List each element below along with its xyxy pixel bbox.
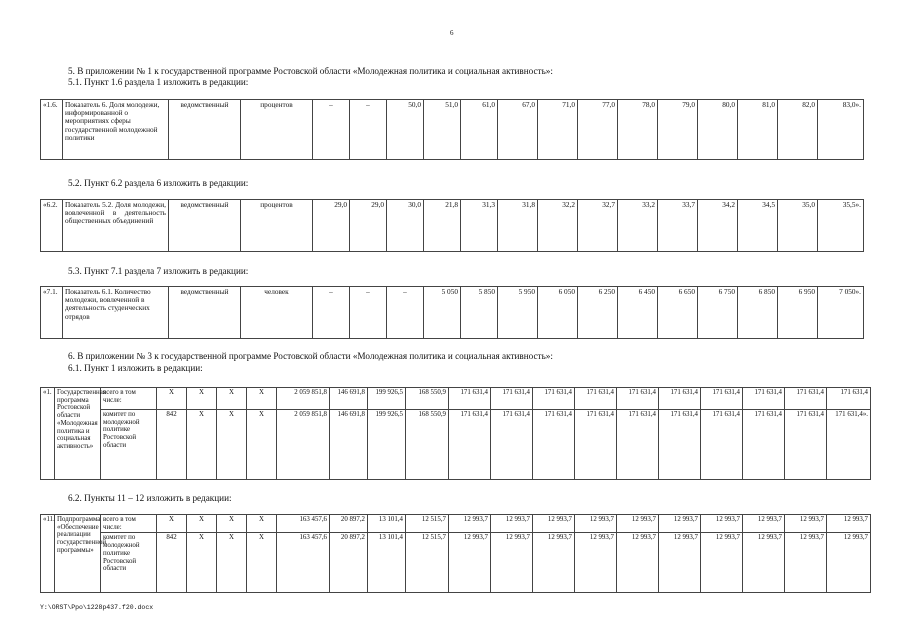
value-cell: 12 993,7 bbox=[449, 533, 491, 593]
value-cell: 12 993,7 bbox=[533, 533, 575, 593]
indicator-name: Показатель 6.1. Количество молодежи, вовлеченной в деятельность студенческих отрядов bbox=[63, 287, 169, 339]
value-cell: 171 631,4». bbox=[827, 410, 871, 480]
value-cell: 20 897,2 bbox=[330, 515, 368, 533]
value-cell: – bbox=[313, 100, 350, 160]
value-cell: 12 993,7 bbox=[827, 533, 871, 593]
program-name: Государственная программа Ростовской области «Молодежная политика и социальная активность» bbox=[55, 388, 101, 480]
code-cell: X bbox=[247, 533, 277, 593]
table-program-1 bbox=[40, 387, 871, 480]
value-cell: 6 950 bbox=[778, 287, 818, 339]
row-number: «1.6. bbox=[41, 100, 63, 160]
code-cell: X bbox=[217, 515, 247, 533]
value-cell: 12 993,7 bbox=[491, 533, 533, 593]
table-subprogram-11 bbox=[40, 514, 871, 593]
value-cell: 171 631,4 bbox=[533, 388, 575, 410]
code-cell: X bbox=[157, 388, 187, 410]
value-cell: 12 993,7 bbox=[617, 533, 659, 593]
value-cell: 12 993,7 bbox=[659, 533, 701, 593]
value-cell: 12 993,7 bbox=[743, 515, 785, 533]
value-cell: 81,0 bbox=[738, 100, 778, 160]
code-cell: X bbox=[157, 515, 187, 533]
code-cell: X bbox=[217, 533, 247, 593]
heading-6-1: 6.1. Пункт 1 изложить в редакции: bbox=[68, 363, 203, 373]
value-cell: 171 631,4 bbox=[743, 410, 785, 480]
row-number: «7.1. bbox=[41, 287, 63, 339]
unit: процентов bbox=[241, 100, 313, 160]
value-cell: 6 750 bbox=[698, 287, 738, 339]
value-cell: 6 450 bbox=[618, 287, 658, 339]
code-cell: X bbox=[247, 388, 277, 410]
indicator-type: ведомственный bbox=[169, 287, 241, 339]
value-cell: 168 550,9 bbox=[406, 410, 449, 480]
table-row bbox=[41, 515, 871, 533]
value-cell: 171 631,4 bbox=[785, 388, 827, 410]
value-cell: 171 631,4 bbox=[533, 410, 575, 480]
value-cell: 13 101,4 bbox=[368, 533, 406, 593]
value-cell: 171 631,4 bbox=[449, 388, 491, 410]
table-indicator-7-1 bbox=[40, 286, 864, 339]
row-label: всего в том числе: bbox=[101, 515, 157, 533]
indicator-name: Показатель 5.2. Доля молодежи, вовлеченной в деятельность общественных объединений bbox=[63, 200, 169, 252]
unit: процентов bbox=[241, 200, 313, 252]
value-cell: – bbox=[387, 287, 424, 339]
value-cell: 171 631,4 bbox=[617, 388, 659, 410]
value-cell: 12 993,7 bbox=[491, 515, 533, 533]
value-cell: 12 993,7 bbox=[575, 515, 617, 533]
row-label: всего в том числе: bbox=[101, 388, 157, 410]
value-cell: 61,0 bbox=[461, 100, 498, 160]
value-cell: 6 050 bbox=[538, 287, 578, 339]
value-cell: – bbox=[350, 287, 387, 339]
value-cell: 51,0 bbox=[424, 100, 461, 160]
value-cell: 171 631,4 bbox=[827, 388, 871, 410]
table-indicator-1-6 bbox=[40, 99, 864, 160]
value-cell: 12 993,7 bbox=[659, 515, 701, 533]
value-cell: 199 926,5 bbox=[368, 410, 406, 480]
value-cell: 171 631,4 bbox=[785, 410, 827, 480]
indicator-name: Показатель 6. Доля молодежи, информированной о мероприятиях сферы государственной молодежной политики bbox=[63, 100, 169, 160]
code-cell: X bbox=[187, 515, 217, 533]
value-cell: 12 993,7 bbox=[785, 533, 827, 593]
value-cell: 12 993,7 bbox=[827, 515, 871, 533]
value-cell: 171 631,4 bbox=[449, 410, 491, 480]
heading-5: 5. В приложении № 1 к государственной программе Ростовской области «Молодежная политика и социальная активность»: bbox=[68, 66, 553, 76]
value-cell: 12 515,7 bbox=[406, 533, 449, 593]
value-cell: 83,0». bbox=[818, 100, 864, 160]
value-cell: 163 457,6 bbox=[277, 515, 330, 533]
value-cell: 12 993,7 bbox=[701, 533, 743, 593]
value-cell: 5 950 bbox=[498, 287, 538, 339]
heading-5-1: 5.1. Пункт 1.6 раздела 1 изложить в редакции: bbox=[68, 77, 249, 87]
value-cell: 12 993,7 bbox=[449, 515, 491, 533]
value-cell: 171 631,4 bbox=[491, 410, 533, 480]
value-cell: 2 059 851,8 bbox=[277, 410, 330, 480]
value-cell: 30,0 bbox=[387, 200, 424, 252]
value-cell: 12 993,7 bbox=[701, 515, 743, 533]
code-cell: X bbox=[217, 388, 247, 410]
value-cell: 34,2 bbox=[698, 200, 738, 252]
value-cell: 12 993,7 bbox=[617, 515, 659, 533]
file-path-footer: Y:\ORST\Ppo\1228p437.f20.docx bbox=[40, 604, 154, 611]
value-cell: 7 050». bbox=[818, 287, 864, 339]
code-cell: 842 bbox=[157, 533, 187, 593]
value-cell: 20 897,2 bbox=[330, 533, 368, 593]
table-indicator-6-2 bbox=[40, 199, 864, 252]
value-cell: 31,8 bbox=[498, 200, 538, 252]
table-row bbox=[41, 410, 871, 480]
value-cell: 171 631,4 bbox=[617, 410, 659, 480]
table-row bbox=[41, 388, 871, 410]
value-cell: 32,7 bbox=[578, 200, 618, 252]
page-number: 6 bbox=[450, 29, 454, 37]
value-cell: 71,0 bbox=[538, 100, 578, 160]
value-cell: 35,5». bbox=[818, 200, 864, 252]
value-cell: 31,3 bbox=[461, 200, 498, 252]
value-cell: 6 850 bbox=[738, 287, 778, 339]
row-number: «6.2. bbox=[41, 200, 63, 252]
value-cell: 171 631,4 bbox=[491, 388, 533, 410]
value-cell: 146 691,8 bbox=[330, 410, 368, 480]
code-cell: X bbox=[247, 515, 277, 533]
code-cell: X bbox=[187, 388, 217, 410]
table-row bbox=[41, 100, 864, 160]
code-cell: 842 bbox=[157, 410, 187, 480]
value-cell: 13 101,4 bbox=[368, 515, 406, 533]
code-cell: X bbox=[187, 410, 217, 480]
value-cell: 171 631,4 bbox=[743, 388, 785, 410]
value-cell: 12 993,7 bbox=[785, 515, 827, 533]
value-cell: 79,0 bbox=[658, 100, 698, 160]
value-cell: 82,0 bbox=[778, 100, 818, 160]
value-cell: 6 250 bbox=[578, 287, 618, 339]
heading-6: 6. В приложении № 3 к государственной программе Ростовской области «Молодежная политика и социальная активность»: bbox=[68, 351, 553, 361]
value-cell: 5 850 bbox=[461, 287, 498, 339]
value-cell: 32,2 bbox=[538, 200, 578, 252]
value-cell: 5 050 bbox=[424, 287, 461, 339]
value-cell: 12 993,7 bbox=[743, 533, 785, 593]
row-number: «1. bbox=[41, 388, 55, 480]
value-cell: 67,0 bbox=[498, 100, 538, 160]
value-cell: 21,8 bbox=[424, 200, 461, 252]
value-cell: – bbox=[313, 287, 350, 339]
row-number: «11. bbox=[41, 515, 55, 593]
value-cell: 171 631,4 bbox=[701, 388, 743, 410]
table-row bbox=[41, 287, 864, 339]
value-cell: 171 631,4 bbox=[575, 388, 617, 410]
code-cell: X bbox=[217, 410, 247, 480]
program-name: Подпрограмма «Обеспечение реализации государственной программы» bbox=[55, 515, 101, 593]
value-cell: 35,0 bbox=[778, 200, 818, 252]
value-cell: 2 059 851,8 bbox=[277, 388, 330, 410]
unit: человек bbox=[241, 287, 313, 339]
value-cell: 168 550,9 bbox=[406, 388, 449, 410]
value-cell: 29,0 bbox=[313, 200, 350, 252]
value-cell: 171 631,4 bbox=[659, 410, 701, 480]
value-cell: 6 650 bbox=[658, 287, 698, 339]
heading-6-2: 6.2. Пункты 11 – 12 изложить в редакции: bbox=[68, 493, 232, 503]
heading-5-3: 5.3. Пункт 7.1 раздела 7 изложить в редакции: bbox=[68, 266, 249, 276]
value-cell: 12 993,7 bbox=[533, 515, 575, 533]
row-label: комитет по молодежной политике Ростовской области bbox=[101, 533, 157, 593]
value-cell: 12 515,7 bbox=[406, 515, 449, 533]
value-cell: 33,7 bbox=[658, 200, 698, 252]
value-cell: 29,0 bbox=[350, 200, 387, 252]
value-cell: 171 631,4 bbox=[575, 410, 617, 480]
value-cell: 146 691,8 bbox=[330, 388, 368, 410]
code-cell: X bbox=[187, 533, 217, 593]
value-cell: 80,0 bbox=[698, 100, 738, 160]
value-cell: 34,5 bbox=[738, 200, 778, 252]
value-cell: 33,2 bbox=[618, 200, 658, 252]
indicator-type: ведомственный bbox=[169, 200, 241, 252]
indicator-type: ведомственный bbox=[169, 100, 241, 160]
value-cell: 12 993,7 bbox=[575, 533, 617, 593]
value-cell: 78,0 bbox=[618, 100, 658, 160]
row-label: комитет по молодежной политике Ростовской области bbox=[101, 410, 157, 480]
value-cell: 199 926,5 bbox=[368, 388, 406, 410]
value-cell: 50,0 bbox=[387, 100, 424, 160]
value-cell: 163 457,6 bbox=[277, 533, 330, 593]
table-row bbox=[41, 533, 871, 593]
value-cell: 77,0 bbox=[578, 100, 618, 160]
code-cell: X bbox=[247, 410, 277, 480]
value-cell: 171 631,4 bbox=[701, 410, 743, 480]
heading-5-2: 5.2. Пункт 6.2 раздела 6 изложить в редакции: bbox=[68, 178, 249, 188]
value-cell: 171 631,4 bbox=[659, 388, 701, 410]
table-row bbox=[41, 200, 864, 252]
value-cell: – bbox=[350, 100, 387, 160]
